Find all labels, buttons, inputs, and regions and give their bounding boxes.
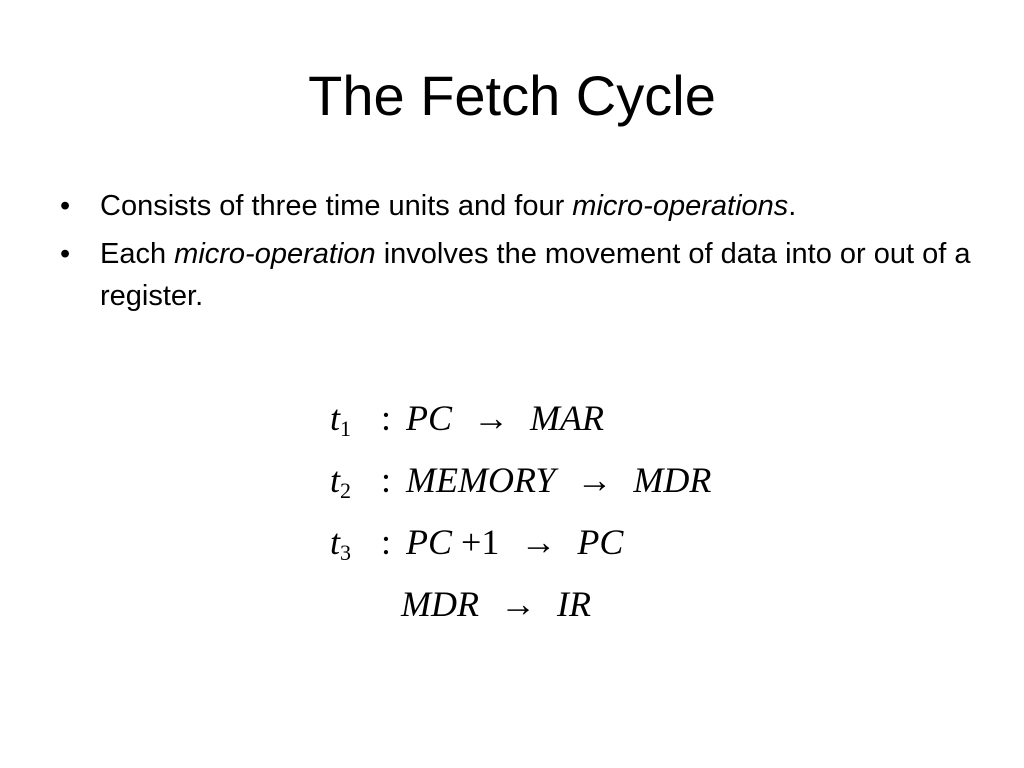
bullet-marker: •: [60, 190, 71, 222]
equation-destination: MAR: [530, 398, 604, 438]
equation-t1: [330, 393, 930, 455]
right-arrow-icon: →: [473, 398, 510, 438]
time-unit: $t_3$: [330, 522, 352, 565]
equation-destination: IR: [556, 584, 591, 624]
equation-t3-second: [330, 579, 930, 641]
equation-source: PC: [406, 522, 453, 562]
bullet-emphasis: micro-operation: [174, 238, 376, 270]
equation-destination: PC: [577, 522, 624, 562]
bullet-emphasis: micro-operations: [572, 190, 789, 222]
right-arrow-icon: →: [499, 584, 536, 624]
time-unit: $t_2$: [330, 460, 352, 503]
right-arrow-icon: →: [576, 460, 613, 500]
bullet-text: Each: [100, 238, 175, 270]
equation-source: MDR: [401, 584, 479, 624]
bullet-text: Consists of three time units and four: [100, 190, 573, 222]
equation-source: MEMORY: [406, 460, 556, 500]
equation-source: PC: [406, 398, 453, 438]
bullet-item: [60, 233, 980, 317]
equation-colon: :: [381, 398, 392, 438]
micro-operation-equations: [330, 393, 930, 641]
equation-colon: :: [381, 460, 392, 500]
equation-increment: +1: [461, 522, 500, 562]
bullet-list: [60, 185, 980, 323]
slide-title: The Fetch Cycle: [308, 64, 716, 127]
equation-colon: :: [381, 522, 392, 562]
equation-destination: MDR: [633, 460, 712, 500]
equation-t2: [330, 455, 930, 517]
bullet-text-end: involves the movement of data into or out of a register.: [100, 238, 971, 312]
bullet-text-end: .: [788, 190, 797, 222]
right-arrow-icon: →: [520, 522, 557, 562]
equation-t3: [330, 517, 930, 579]
bullet-item: [60, 185, 980, 227]
time-unit: $t_1$: [330, 398, 352, 441]
bullet-marker: •: [60, 238, 71, 270]
